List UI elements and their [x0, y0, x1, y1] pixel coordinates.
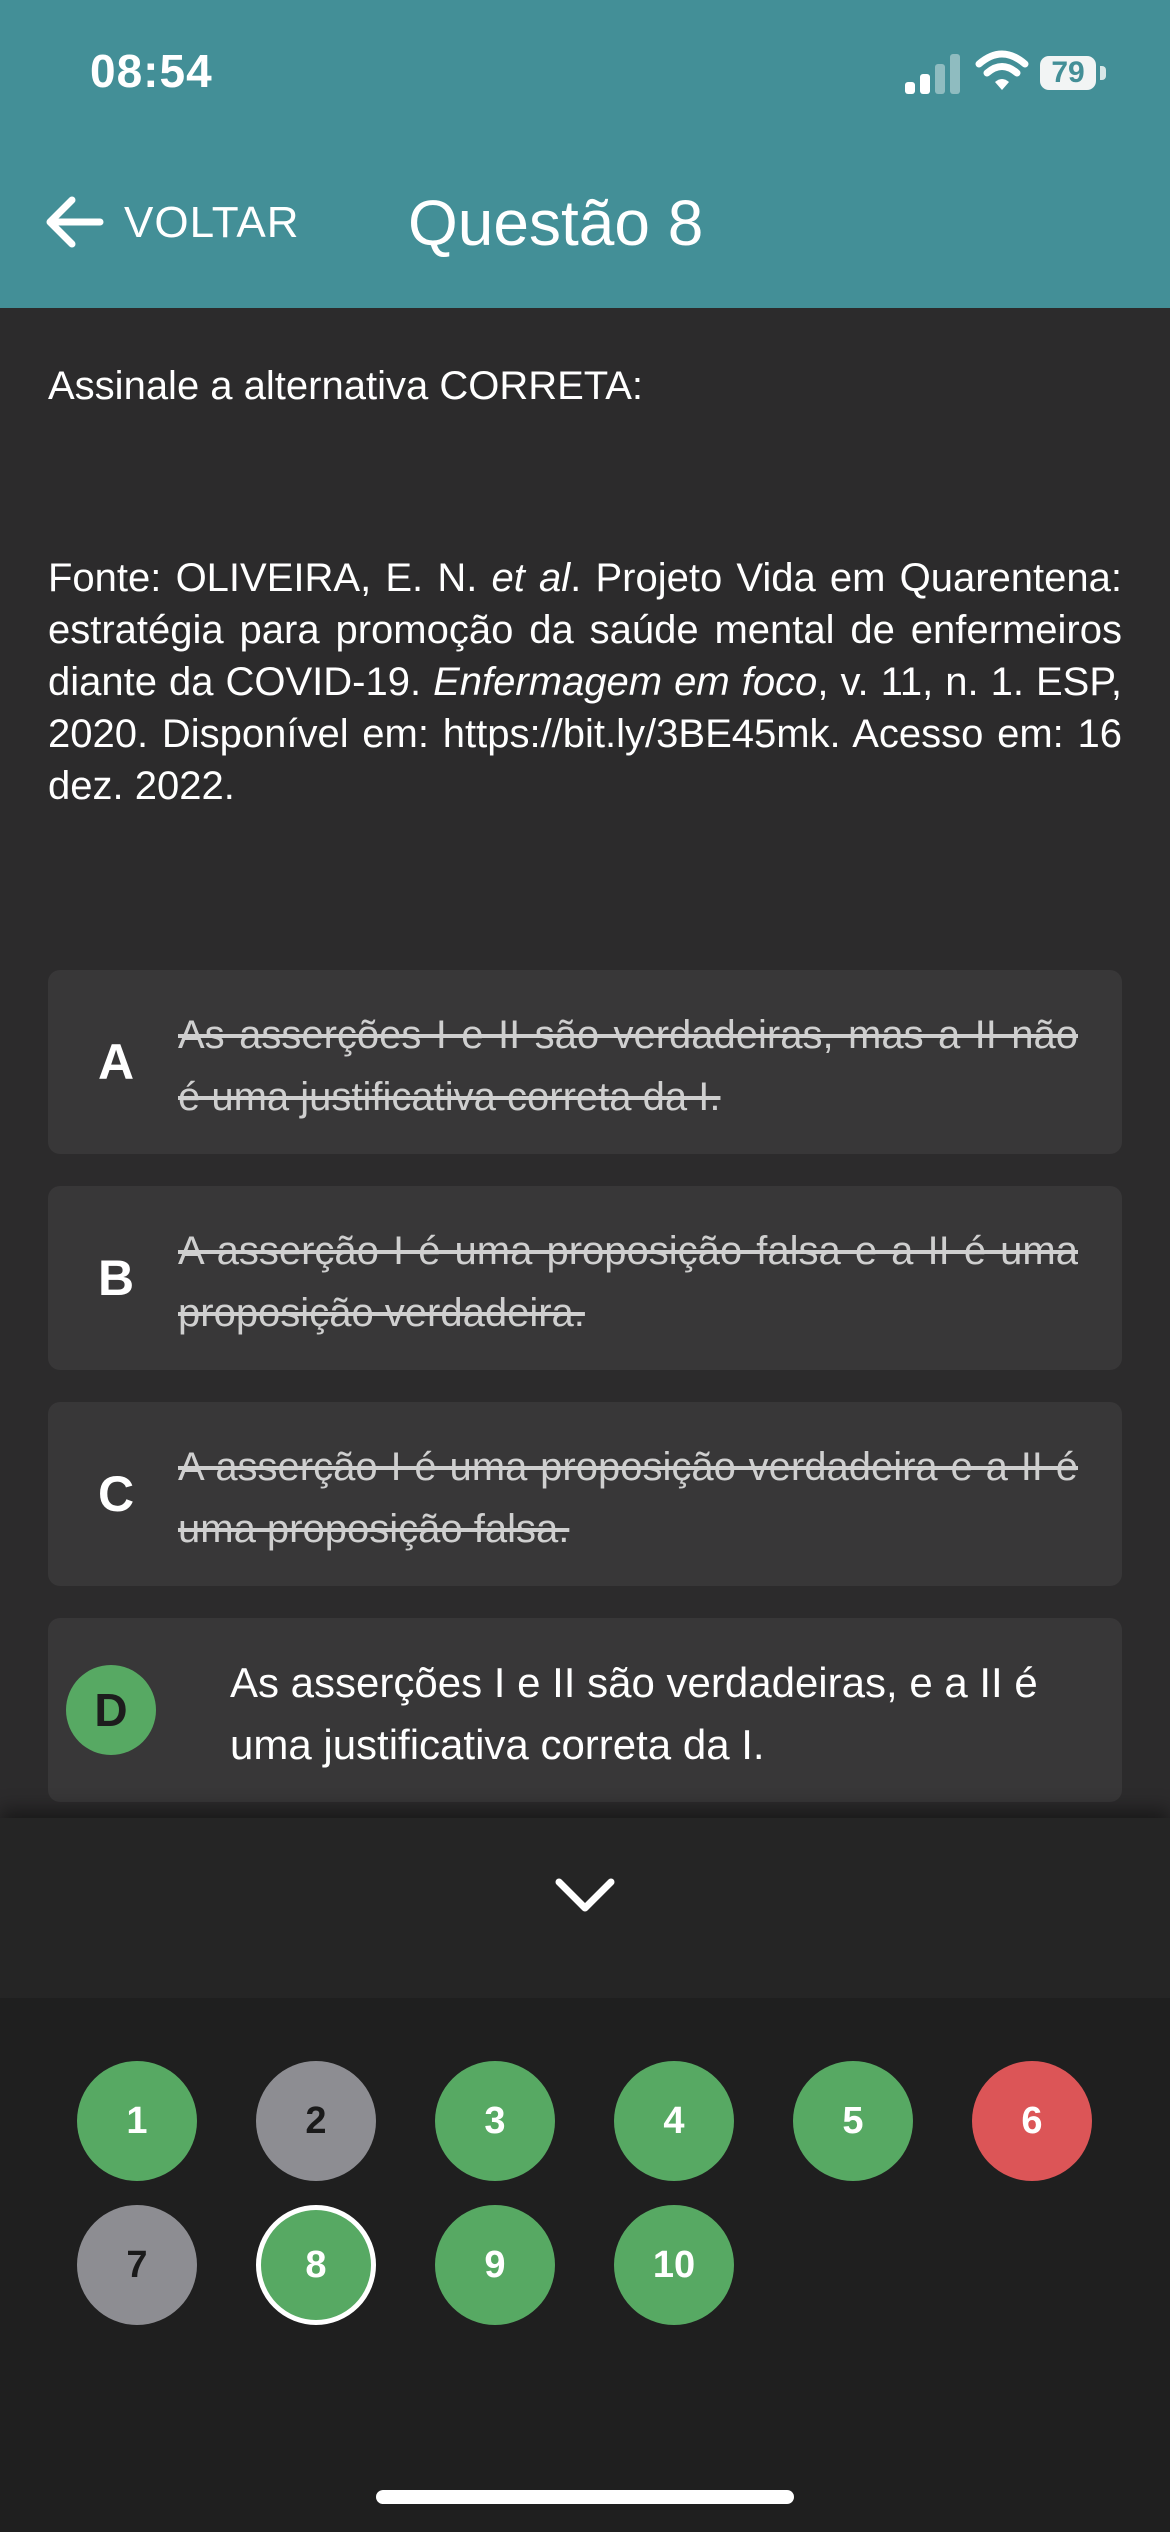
question-prompt: Assinale a alternativa CORRETA:	[48, 364, 644, 408]
question-nav-3[interactable]: 3	[435, 2061, 555, 2181]
battery-icon	[1040, 56, 1096, 90]
question-navigator-drawer	[0, 1818, 1170, 2532]
question-nav-7[interactable]: 7	[77, 2205, 197, 2325]
option-b[interactable]	[48, 1186, 1122, 1370]
question-nav-9[interactable]: 9	[435, 2205, 555, 2325]
status-time: 08:54	[90, 45, 213, 97]
wifi-icon	[975, 50, 1029, 92]
option-a[interactable]	[48, 970, 1122, 1154]
back-button[interactable]: VOLTAR	[124, 198, 300, 247]
cellular-signal-icon	[905, 54, 961, 94]
option-c[interactable]	[48, 1402, 1122, 1586]
option-letter: B	[97, 1250, 135, 1306]
question-nav-8[interactable]: 8	[256, 2205, 376, 2325]
option-letter: C	[97, 1466, 135, 1522]
answer-options	[48, 970, 1122, 1834]
option-text: As asserções I e II são verdadeiras, e a II é uma justificativa correta da I.	[230, 1659, 1038, 1768]
arrow-left-icon[interactable]	[44, 194, 104, 250]
question-nav-4[interactable]: 4	[614, 2061, 734, 2181]
question-nav-5[interactable]: 5	[793, 2061, 913, 2181]
source-text-2: . Projeto Vida em Quarentena: estratégia para promoção da saúde mental de enfermeiros diante da COVID-19.	[48, 556, 1122, 704]
source-text-1: Fonte: OLIVEIRA, E. N.	[48, 556, 492, 600]
question-nav-1[interactable]: 1	[77, 2061, 197, 2181]
page-title: Questão 8	[408, 187, 704, 259]
option-text: A asserção I é uma proposição falsa e a II é uma proposição verdadeira.	[178, 1229, 1078, 1335]
source-italic-1: et al	[491, 556, 571, 600]
option-text: A asserção I é uma proposição verdadeira e a II é uma proposição falsa.	[178, 1445, 1078, 1551]
app-header	[0, 0, 1170, 308]
option-text: As asserções I e II são verdadeiras, mas a II não é uma justificativa correta da I.	[178, 1013, 1078, 1119]
option-d[interactable]	[48, 1618, 1122, 1802]
question-nav-6[interactable]: 6	[972, 2061, 1092, 2181]
question-source	[48, 552, 1122, 812]
source-text-3: , v. 11, n. 1. ESP, 2020. Disponível em: https://bit.ly/3BE45mk. Acesso em: 16 dez. 2022.	[48, 660, 1122, 808]
chevron-down-icon[interactable]	[553, 1874, 617, 1918]
option-letter: A	[97, 1034, 135, 1090]
home-indicator	[376, 2490, 794, 2504]
selected-option-badge: D	[66, 1665, 156, 1755]
battery-tip	[1100, 66, 1106, 80]
source-italic-2: Enfermagem em foco	[433, 660, 818, 704]
battery-level: 79	[1051, 56, 1085, 89]
question-nav-10[interactable]: 10	[614, 2205, 734, 2325]
drawer-toggle[interactable]	[0, 1818, 1170, 1998]
question-nav-2[interactable]: 2	[256, 2061, 376, 2181]
